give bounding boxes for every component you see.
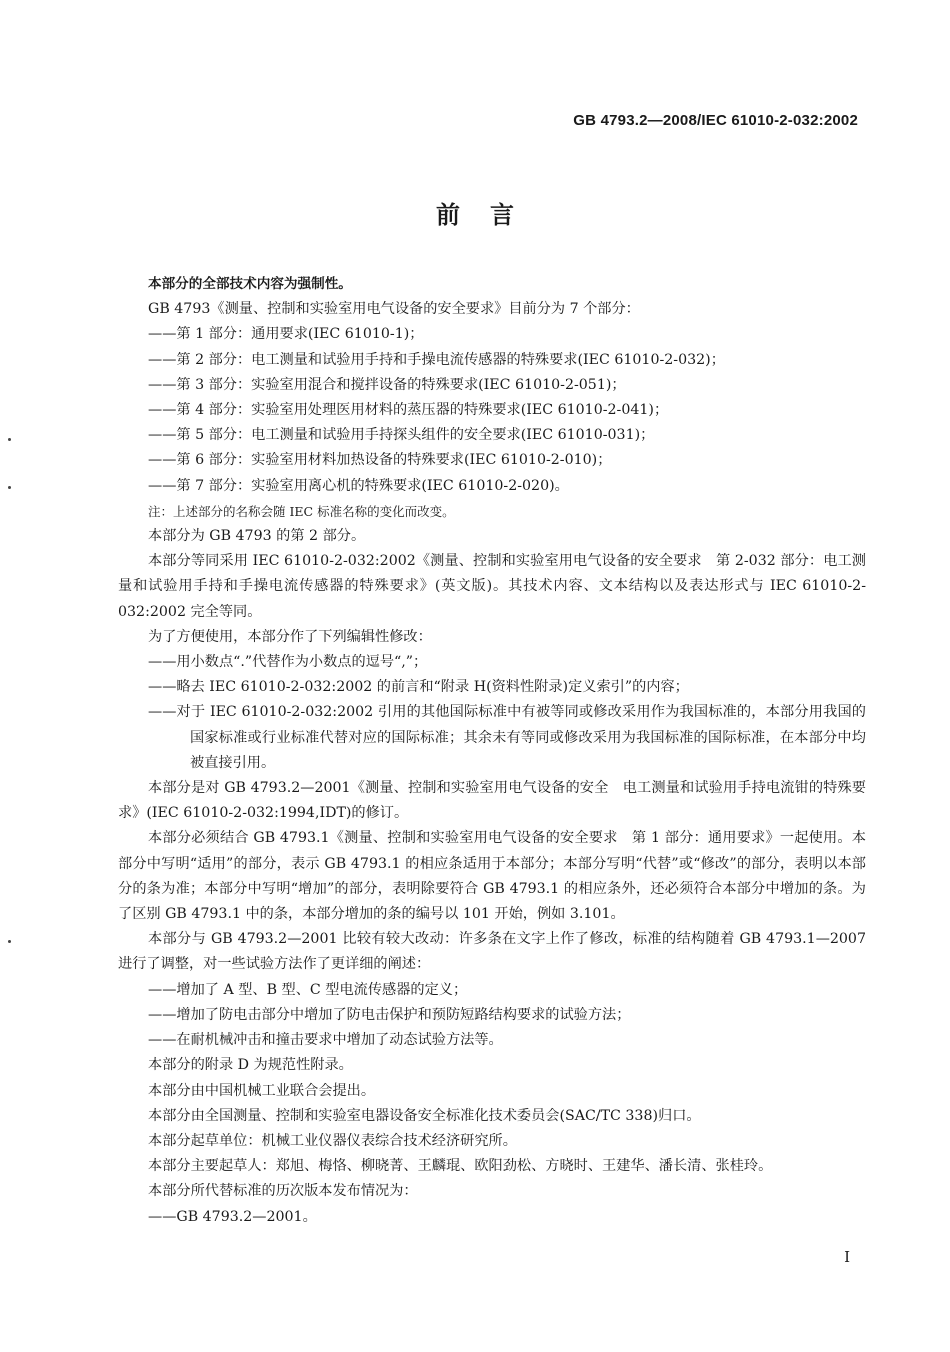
paragraph-usage: 本部分必须结合 GB 4793.1《测量、控制和实验室用电气设备的安全要求 第 1 部分：通用要求》一起使用。本部分中写明“适用”的部分，表示 GB 4793.1 的相应条适用于本部分；本部分写明“代替”或“修改”的部分，表明以本部分的条为准；本部分中写明“增加”的部分，表明除要符合 GB 4793.1 的相应条外，还必须符合本部分中增加的条。为了区别 GB 4793.1 中的条，本部分增加的条的编号以 101 开始，例如 3.101。 bbox=[118, 830, 866, 923]
list-item: ——第 4 部分：实验室用处理医用材料的蒸压器的特殊要求(IEC 61010-2-041)； bbox=[148, 402, 669, 419]
paragraph-adoption: 本部分等同采用 IEC 61010-2-032:2002《测量、控制和实验室用电气设备的安全要求 第 2-032 部分：电工测量和试验用手持和手操电流传感器的特殊要求》(英文版)。其技术内容、文本结构以及表达形式与 IEC 61010-2-032:2002 完全等同。 bbox=[118, 553, 866, 620]
list-item: ——第 7 部分：实验室用离心机的特殊要求(IEC 61010-2-020)。 bbox=[148, 477, 569, 494]
paragraph: 本部分由中国机械工业联合会提出。 bbox=[148, 1082, 376, 1099]
paragraph: 本部分由全国测量、控制和实验室电器设备安全标准化技术委员会(SAC/TC 338)归口。 bbox=[148, 1107, 701, 1124]
list-item: ——GB 4793.2—2001。 bbox=[148, 1208, 317, 1225]
standard-code-header: GB 4793.2—2008/IEC 61010-2-032:2002 bbox=[573, 112, 858, 129]
paragraph: 本部分为 GB 4793 的第 2 部分。 bbox=[148, 528, 366, 545]
paragraph-changes: 本部分与 GB 4793.2—2001 比较有较大改动：许多条在文字上作了修改，标准的结构随着 GB 4793.1—2007 进行了调整，对一些试验方法作了更详细的阐述： bbox=[118, 931, 866, 973]
paragraph-parts-intro: GB 4793《测量、控制和实验室用电气设备的安全要求》目前分为 7 个部分： bbox=[148, 301, 640, 318]
page-title: 前言 bbox=[436, 201, 544, 229]
scan-speck bbox=[8, 940, 11, 943]
foreword-body bbox=[118, 272, 866, 1230]
list-item: ——略去 IEC 61010-2-032:2002 的前言和“附录 H(资料性附录)定义索引”的内容； bbox=[148, 679, 689, 696]
paragraph-revision: 本部分是对 GB 4793.2—2001《测量、控制和实验室用电气设备的安全 电工测量和试验用手持电流钳的特殊要求》(IEC 61010-2-032:1994,IDT)的修订。 bbox=[118, 780, 866, 822]
editorial-changes-list bbox=[118, 650, 866, 776]
mandatory-statement: 本部分的全部技术内容为强制性。 bbox=[148, 276, 352, 292]
paragraph: 本部分所代替标准的历次版本发布情况为： bbox=[148, 1183, 418, 1200]
list-item: ——第 3 部分：实验室用混合和搅拌设备的特殊要求(IEC 61010-2-051)； bbox=[148, 376, 626, 393]
paragraph-drafters: 本部分主要起草人：郑旭、梅恪、柳晓菁、王麟琨、欧阳劲松、方晓时、王建华、潘长清、张桂玲。 bbox=[148, 1158, 773, 1175]
list-item: ——第 2 部分：电工测量和试验用手持和手操电流传感器的特殊要求(IEC 61010-2-032)； bbox=[148, 351, 725, 368]
list-item: ——增加了防电击部分中增加了防电击保护和预防短路结构要求的试验方法； bbox=[148, 1006, 631, 1023]
parts-list bbox=[118, 322, 866, 498]
scan-speck bbox=[8, 438, 11, 441]
previous-editions-list bbox=[118, 1205, 866, 1230]
paragraph: 本部分的附录 D 为规范性附录。 bbox=[148, 1057, 353, 1074]
list-item: ——第 6 部分：实验室用材料加热设备的特殊要求(IEC 61010-2-010)； bbox=[148, 452, 612, 469]
technical-changes-list bbox=[118, 978, 866, 1054]
note: 注：上述部分的名称会随 IEC 标准名称的变化而改变。 bbox=[148, 503, 455, 519]
list-item: ——第 5 部分：电工测量和试验用手持探头组件的安全要求(IEC 61010-031)； bbox=[148, 427, 655, 444]
list-item: ——第 1 部分：通用要求(IEC 61010-1)； bbox=[148, 326, 424, 343]
list-item: ——增加了 A 型、B 型、C 型电流传感器的定义； bbox=[148, 981, 468, 998]
page-number: I bbox=[844, 1248, 850, 1266]
list-item: ——用小数点“.”代替作为小数点的逗号“,”； bbox=[148, 654, 428, 671]
paragraph: 为了方便使用，本部分作了下列编辑性修改： bbox=[148, 628, 432, 645]
paragraph: 本部分起草单位：机械工业仪器仪表综合技术经济研究所。 bbox=[148, 1132, 517, 1149]
scan-speck bbox=[8, 486, 11, 489]
list-item: ——对于 IEC 61010-2-032:2002 引用的其他国际标准中有被等同或修改采用作为我国标准的，本部分用我国的国家标准或行业标准代替对应的国际标准；其余未有等同或修改采用为我国标准的国际标准，在本部分中均被直接引用。 bbox=[148, 704, 866, 771]
list-item: ——在耐机械冲击和撞击要求中增加了动态试验方法等。 bbox=[148, 1032, 503, 1049]
